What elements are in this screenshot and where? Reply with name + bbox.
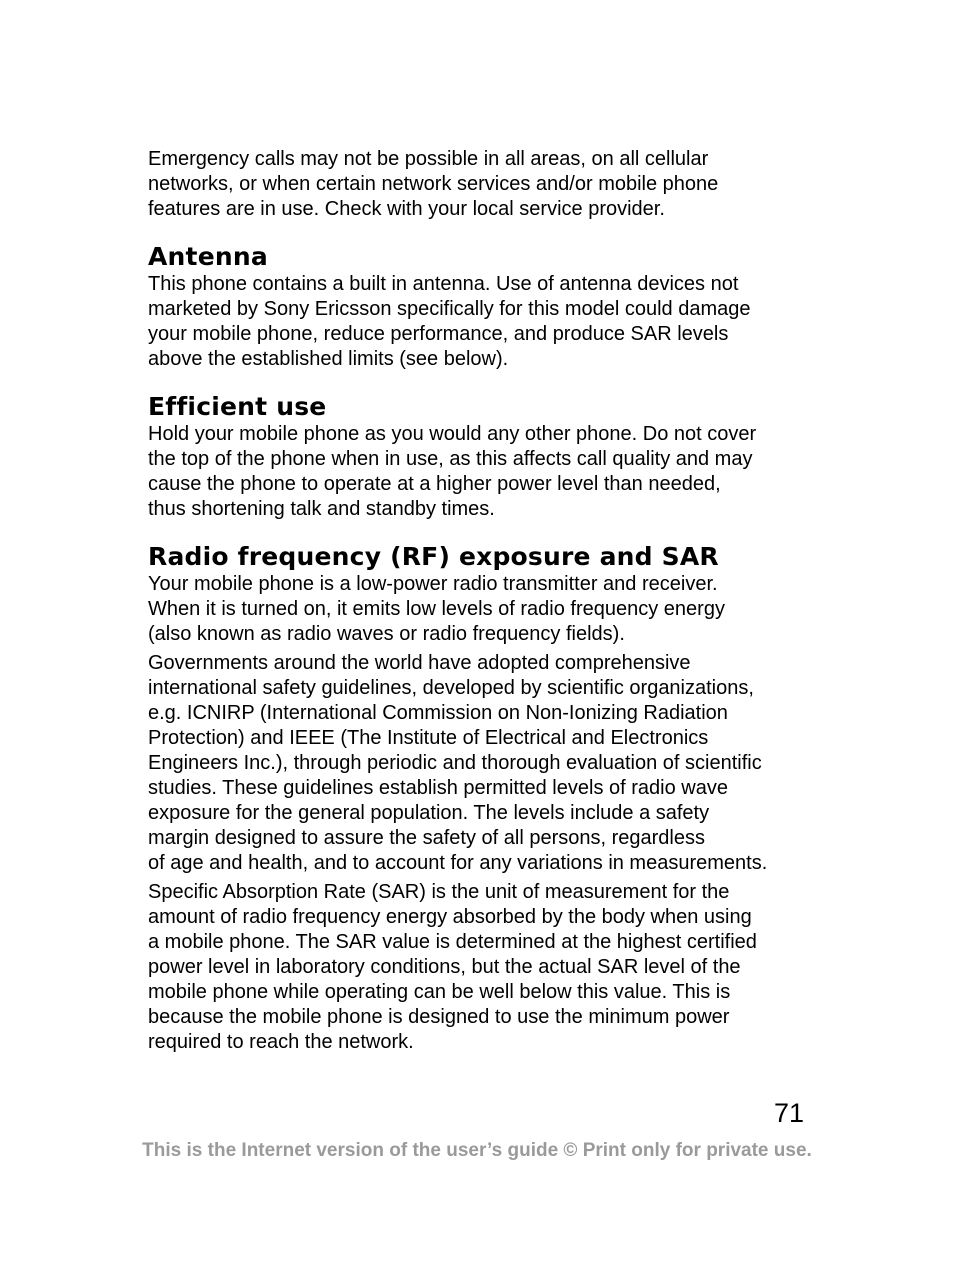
text-line: Specific Absorption Rate (SAR) is the unit of measurement for the [148,881,730,903]
footer-note: This is the Internet version of the user’s guide © Print only for private use. [142,1140,812,1161]
text-line: thus shortening talk and standby times. [148,498,495,520]
text-line: required to reach the network. [148,1031,414,1053]
antenna-heading: Antenna [148,242,268,271]
page-content [148,147,818,1055]
rf-exposure-heading: Radio frequency (RF) exposure and SAR [148,542,719,571]
text-line: When it is turned on, it emits low levels of radio frequency energy [148,598,725,620]
text-line: mobile phone while operating can be well below this value. This is [148,981,731,1003]
rf-paragraph-2 [148,651,818,876]
antenna-section [148,242,818,372]
text-line: the top of the phone when in use, as this affects call quality and may [148,448,753,470]
text-line: your mobile phone, reduce performance, and produce SAR levels [148,323,729,345]
text-line: exposure for the general population. The levels include a safety [148,802,710,824]
text-line: networks, or when certain network services and/or mobile phone [148,173,719,195]
text-line: Hold your mobile phone as you would any other phone. Do not cover [148,423,757,445]
text-line: studies. These guidelines establish permitted levels of radio wave [148,777,728,799]
text-line: Engineers Inc.), through periodic and thorough evaluation of scientific [148,752,762,774]
text-line: of age and health, and to account for any variations in measurements. [148,852,768,874]
text-line: e.g. ICNIRP (International Commission on Non-Ionizing Radiation [148,702,728,724]
text-line: features are in use. Check with your local service provider. [148,198,665,220]
intro-paragraph [148,147,818,222]
text-line: cause the phone to operate at a higher power level than needed, [148,473,721,495]
text-line: (also known as radio waves or radio frequency fields). [148,623,625,645]
text-line: Your mobile phone is a low-power radio transmitter and receiver. [148,573,718,595]
text-line: marketed by Sony Ericsson specifically for this model could damage [148,298,751,320]
text-line: Protection) and IEEE (The Institute of Electrical and Electronics [148,727,709,749]
efficient-use-heading: Efficient use [148,392,327,421]
text-line: Emergency calls may not be possible in all areas, on all cellular [148,148,709,170]
rf-exposure-section [148,542,818,1055]
text-line: power level in laboratory conditions, but the actual SAR level of the [148,956,741,978]
text-line: This phone contains a built in antenna. Use of antenna devices not [148,273,739,295]
text-line: Governments around the world have adopted comprehensive [148,652,691,674]
antenna-paragraph [148,272,818,372]
text-line: above the established limits (see below). [148,348,509,370]
rf-paragraph-3 [148,880,818,1055]
page-number: 71 [773,1098,804,1128]
text-line: a mobile phone. The SAR value is determined at the highest certified [148,931,757,953]
text-line: international safety guidelines, developed by scientific organizations, [148,677,754,699]
efficient-use-paragraph [148,422,818,522]
text-line: margin designed to assure the safety of all persons, regardless [148,827,705,849]
text-line: amount of radio frequency energy absorbed by the body when using [148,906,752,928]
rf-paragraph-1 [148,572,818,647]
efficient-use-section [148,392,818,522]
text-line: because the mobile phone is designed to use the minimum power [148,1006,730,1028]
